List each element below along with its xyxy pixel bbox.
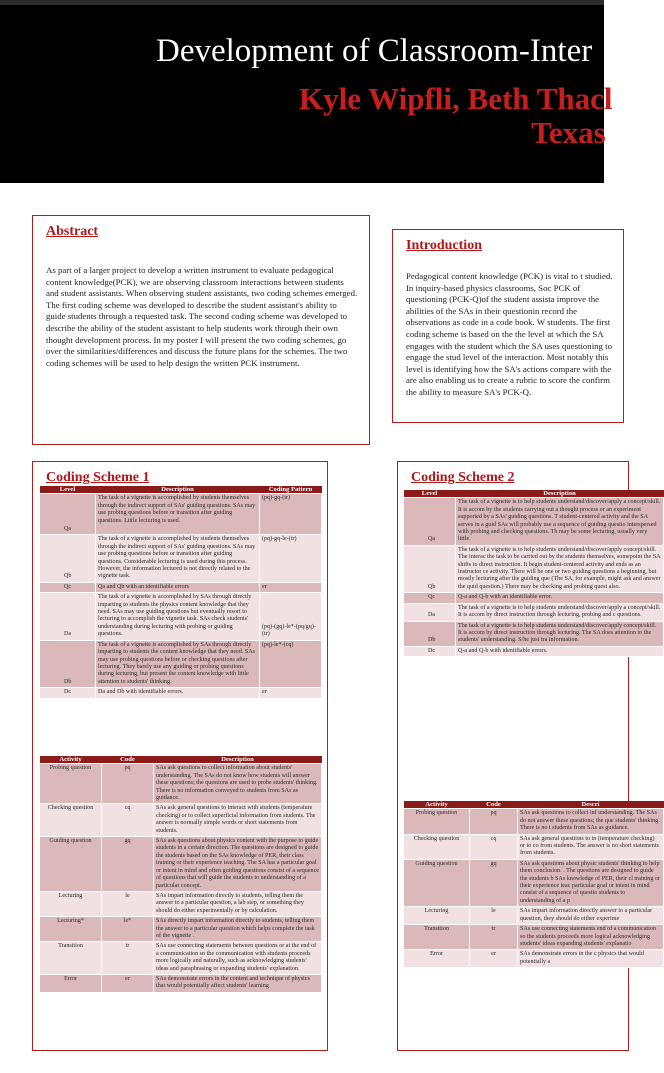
code-cell: le	[102, 891, 154, 916]
code-cell: le*	[102, 917, 154, 942]
cs2-activity-header: Activity	[404, 801, 470, 809]
code-cell: gq	[470, 859, 518, 906]
description-cell: The task of a vignette is accomplished by SAs through directly imparting to students the content knowledge that they need. SAs may use probing questions before or checking questions after lecturing. They barely use any guiding or probing questions during lecturing, but present the content knowledge with little attention to students' thinking.	[96, 640, 260, 687]
table-row	[404, 593, 664, 603]
description-cell: SAs impart information directly to students, telling them the answer to a particular question, a lab step, or something they should do either experimentally or by calculation.	[154, 891, 322, 916]
table-row	[40, 917, 322, 942]
cs1-activity-description-header: Description	[154, 756, 322, 764]
activity-cell: Error	[40, 974, 102, 992]
code-cell: pq	[470, 809, 518, 834]
table-row	[404, 925, 664, 950]
table-row	[404, 859, 664, 906]
description-cell: SAs ask general questions to interact with students (temperature checking) or to collect superficial information from students. The answer is normally simple words or short statements from students.	[154, 804, 322, 837]
level-cell: Dc	[404, 646, 456, 656]
poster-title: Development of Classroom-Inter	[156, 33, 593, 69]
cs2-activity-header-row	[404, 801, 664, 809]
code-cell: tr	[470, 925, 518, 950]
activity-cell: Transition	[404, 925, 470, 950]
description-cell: SAs ask questions about physic students' thinking to help them conclusion. . The questions are designed to guide the students b SAs knowledge of PER, their cl training or their experience teac particular goal or intent in mind consist of a sequence of questio students to understanding of a p	[518, 859, 664, 906]
abstract-panel	[32, 215, 370, 445]
cs2-description-header: Description	[456, 490, 664, 498]
coding-scheme-2-panel	[397, 461, 661, 1051]
activity-cell: Guiding question	[40, 837, 102, 892]
introduction-panel	[392, 229, 624, 423]
level-cell: Qb	[404, 545, 456, 592]
code-cell: er	[470, 950, 518, 968]
description-cell: Qa and Qb with an identifiable errors	[96, 582, 260, 592]
table-row	[404, 545, 664, 592]
code-cell: pq	[102, 764, 154, 804]
cs1-activity-table	[39, 756, 322, 993]
code-cell: tr	[102, 942, 154, 975]
poster-affiliation: Texas	[531, 115, 606, 150]
level-cell: Qa	[40, 494, 96, 535]
description-cell: The task of a vignette is to help students understand/discover/apply concept/skill. It is accom by direct instruction through lecturing. The SA does attention to the students' understanding. S/he just tra information.	[456, 621, 664, 646]
level-cell: Da	[40, 593, 96, 640]
cs2-level-header-row	[404, 490, 664, 498]
description-cell: SAs use connecting statements between questions or at the end of a communication so the communication with students proceeds more logically and naturally, such as acknowledging students' ideas and paraphrasing or expanding students' explanation.	[154, 942, 322, 975]
table-row	[40, 804, 322, 837]
cs2-code-header: Code	[470, 801, 518, 809]
introduction-text: Pedagogical content knowledge (PCK) is vital to t studied. In inquiry-based physics classrooms, Soc PCK of questioning (PCK-Q)of the student assista improve the abilities of the SAs in their questionin record the observations as code in a code book. W students. The first coding scheme is based on the the level at which the SA engages with the student which the SA uses questioning to engage the stud level of the interaction. Most notably this level is identifying how the SA's actions compare with the are also enabling us to create a rubric to score the confirm the ability to measure SA's PCK-Q.	[406, 271, 613, 397]
pattern-cell: (pq)-le*-(cq)	[260, 640, 322, 687]
level-cell: Dc	[40, 688, 96, 698]
description-cell: The task of a vignette is accomplished by students themselves through the indirect support of SAs' guiding questions. SAs may use probing questions before or transition after guiding questions. Little lecturing is used.	[96, 494, 260, 535]
description-cell: SAs demonstrate errors in the content and technique of physics that would potentially affect students' learning	[154, 974, 322, 992]
description-cell: SAs ask questions to collect information about students' understanding. The SAs do not know how students will answer these questions; the questions are used to probe students' thinking. There is no information conveyed to students from SAs as guidance.	[154, 764, 322, 804]
pattern-cell: er	[260, 688, 322, 698]
activity-cell: Probing question	[40, 764, 102, 804]
activity-cell: Checking question	[404, 834, 470, 859]
description-cell: The task of a vignette is accomplished by SAs through directly imparting to students the physics content knowledge that they need. SAs may use guiding questions but eventually resort to lecturing to accomplish the vignette task. SAs check students' understanding during lecturing with probing or guiding questions.	[96, 593, 260, 640]
pattern-cell: er	[260, 582, 322, 592]
description-cell: Q-a and Q-b with identifiable errors.	[456, 646, 664, 656]
level-cell: Db	[40, 640, 96, 687]
introduction-heading: Introduction	[406, 238, 482, 253]
table-row	[404, 621, 664, 646]
code-cell: cq	[102, 804, 154, 837]
pattern-cell: (pq)-gq-le-(tr)	[260, 535, 322, 582]
table-row	[40, 942, 322, 975]
cs2-heading: Coding Scheme 2	[411, 470, 515, 485]
table-row	[404, 498, 664, 545]
table-row	[40, 494, 322, 535]
cs1-level-header: Level	[40, 486, 96, 494]
level-cell: Da	[404, 603, 456, 621]
description-cell: The task of a vignette is to help students understand/discover/apply a concept/skill. It is accom by direct instruction through lecturing, probing and c questions.	[456, 603, 664, 621]
activity-cell: Error	[404, 950, 470, 968]
level-cell: Qc	[40, 582, 96, 592]
description-cell: SAs impart information directly answer to a particular question, they should do either experime	[518, 907, 664, 925]
poster-header	[0, 5, 613, 183]
code-cell: cq	[470, 834, 518, 859]
cs2-activity-table	[403, 801, 664, 968]
table-row	[404, 834, 664, 859]
pattern-cell: (pq)-(gq)-le*-(pq/gq)-(tr)	[260, 593, 322, 640]
cs1-pattern-header: Coding Pattern	[260, 486, 322, 494]
description-cell: SAs ask questions to collect inf understanding. The SAs do not answer these questions; the que students' thinking. There is no i students from SAs as guidance.	[518, 809, 664, 834]
table-row	[40, 535, 322, 582]
abstract-heading: Abstract	[46, 224, 99, 239]
cs2-activity-description-header: Descri	[518, 801, 664, 809]
table-row	[404, 603, 664, 621]
activity-cell: Lecturing	[40, 891, 102, 916]
activity-cell: Checking question	[40, 804, 102, 837]
table-row	[40, 688, 322, 698]
description-cell: Da and Db with identifiable errors.	[96, 688, 260, 698]
description-cell: The task of a vignette is to help students understand/discover/apply concept/skill. The interac the task to be carried out by the students themselves, somepoint the SA shifts to direct instruction. It begin student-centered activity and ends as an instructor ce activity. There will be one or two guiding questions a beginning, but mostly lecturing after the guiding que (The SA, for example, might ask and answer the quid question.) There may be checking and probing quest also.	[456, 545, 664, 592]
abstract-text: As part of a larger project to develop a written instrument to evaluate pedagogical content knowledge(PCK), we are observing classroom interactions between students and student assistants. When observing student assistants, two coding schemes emerged. The first coding scheme was developed to describe the student assistant's ability to guide students through a requested task. The second coding scheme was developed to describe the ability of the student assistant to help students work through their own thought development process. In my poster I will present the two coding schemes, go over the similarities/differences and discuss the future plans for the schemes. The two coding schemes will be used to help design the written PCK instrument.	[46, 265, 358, 368]
coding-scheme-1-panel	[32, 461, 328, 1051]
table-row	[404, 646, 664, 656]
description-cell: Q-a and Q-b with an identifiable error.	[456, 593, 664, 603]
cs1-heading: Coding Scheme 1	[46, 470, 150, 485]
code-cell: er	[102, 974, 154, 992]
table-row	[404, 907, 664, 925]
description-cell: The task of a vignette is to help students understand/discover/apply a concept/skill. It is accom by the students carrying out a thought process or an experiment supported by a SAs' guiding questions. T student-centered activity and the SA serves in a guid SAs will probably use a sequence of guiding questio interspersed with probing and checking questions. Th may be some lecturing, usually very little.	[456, 498, 664, 545]
cs2-level-header: Level	[404, 490, 456, 498]
level-cell: Qb	[40, 535, 96, 582]
table-row	[40, 640, 322, 687]
level-cell: Qa	[404, 498, 456, 545]
description-cell: SAs ask general questions to in (temperature checking) or to co from students. The answer is no short statements from students.	[518, 834, 664, 859]
table-row	[404, 809, 664, 834]
table-row	[40, 891, 322, 916]
activity-cell: Probing question	[404, 809, 470, 834]
table-row	[40, 764, 322, 804]
cs1-description-header: Description	[96, 486, 260, 494]
cs1-activity-header-row	[40, 756, 322, 764]
activity-cell: Lecturing	[404, 907, 470, 925]
cs1-level-header-row	[40, 486, 322, 494]
activity-cell: Lecturing*	[40, 917, 102, 942]
description-cell: SAs demonstrate errors in the c physics that would potentially a	[518, 950, 664, 968]
cs1-code-header: Code	[102, 756, 154, 764]
description-cell: The task of a vignette is accomplished by students themselves through the indirect support of SAs' guiding questions. SAs may use probing questions before or transition after guiding questions. Considerable lecturing is used during this process. However, the information lectured is not directly related to the vignette task.	[96, 535, 260, 582]
code-cell: gq	[102, 837, 154, 892]
table-row	[40, 582, 322, 592]
description-cell: SAs use connecting statements end of a communication so the students proceeds more logical acknowledging students' ideas expanding students' explanatio	[518, 925, 664, 950]
poster-authors: Kyle Wipfli, Beth Thacl	[299, 81, 613, 116]
table-row	[40, 593, 322, 640]
cs1-level-table	[39, 486, 322, 699]
code-cell: le	[470, 907, 518, 925]
level-cell: Db	[404, 621, 456, 646]
cs2-level-table	[403, 490, 664, 657]
pattern-cell: (pq)-gq-(tr)	[260, 494, 322, 535]
cs1-activity-header: Activity	[40, 756, 102, 764]
table-row	[40, 974, 322, 992]
description-cell: SAs directly impart information directly to students, telling them the answer to a particular question which helps complete the task of the vignette .	[154, 917, 322, 942]
table-row	[40, 837, 322, 892]
level-cell: Qc	[404, 593, 456, 603]
table-row	[404, 950, 664, 968]
activity-cell: Guiding question	[404, 859, 470, 906]
description-cell: SAs ask questions about physics content with the purpose to guide students in a certain direction. The questions are designed to guide the students based on the SAs knowledge of PER, their class training or their experience teaching. The SA has a particular goal or intent in mind and often guiding questions consist of a sequence of questions that will guide the students to understanding of a particular concept.	[154, 837, 322, 892]
activity-cell: Transition	[40, 942, 102, 975]
